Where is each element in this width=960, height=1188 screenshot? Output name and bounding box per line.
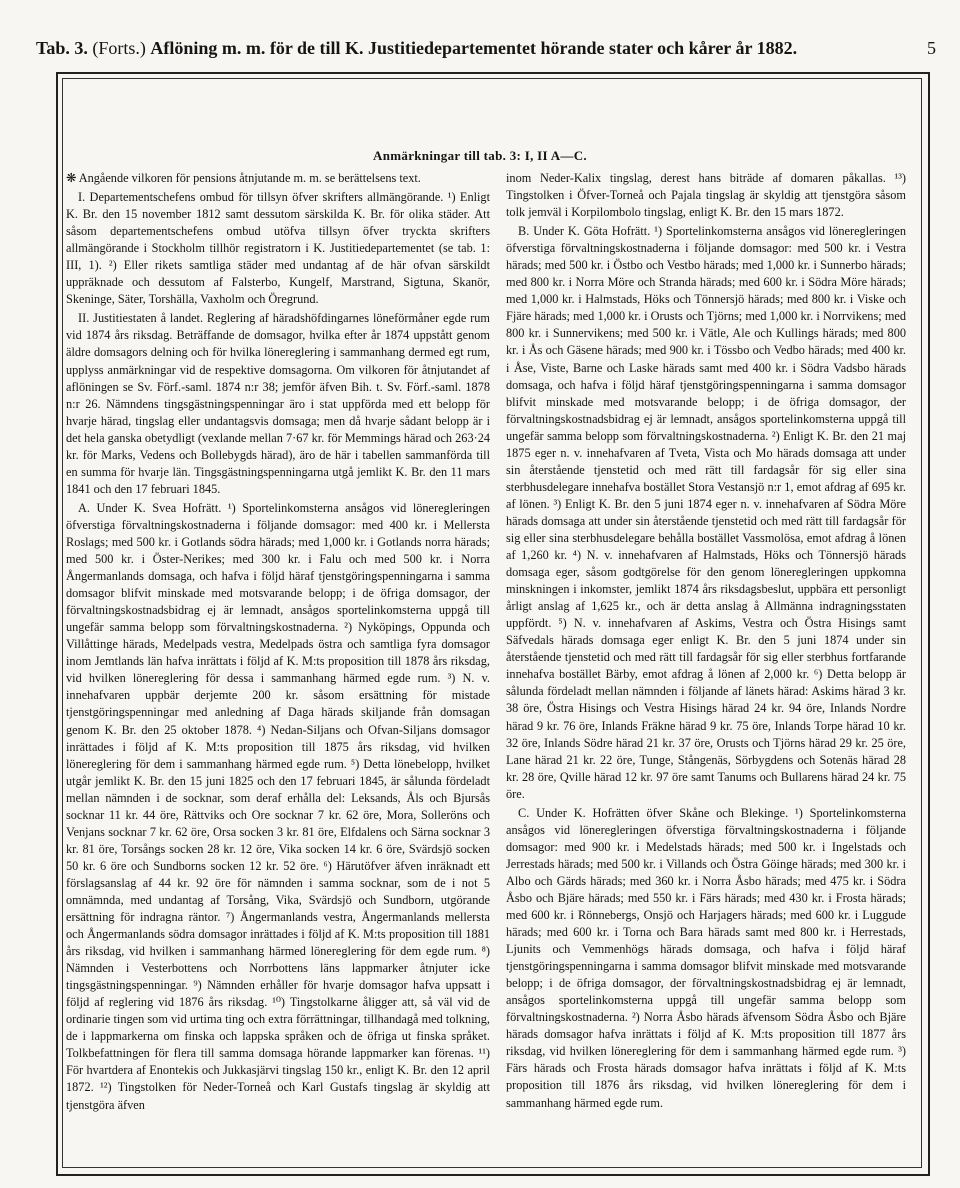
section-ii-a-notes-continued: inom Neder-Kalix tingslag, derest hans biträde af domaren påkallas. ¹³) Tingstolken i Öfver-Torneå och Pajala tingslag är skyldig att tjenstgöra såsom tolk jemväl i Korpilombolo tingslag, enligt K. Br. den 15 mars 1872. bbox=[506, 171, 906, 220]
page-title: Aflöning m. m. för de till K. Justitiedepartementet hörande stater och kårer år 1882. bbox=[150, 38, 798, 58]
page-number: 5 bbox=[927, 38, 936, 58]
section-ii-notes: II. Justitiestaten å landet. Reglering af häradshöfdingarnes löneförmåner egde rum vid 1874 års riksdag. Beträffande de domsagor, hvilka efter år 1874 uppstått genom äldre domsagors delning och för hvilka lönereglering i sammanhang dermed egt rum, upplyss anmärkningar vid de respektive domsagorna. Om vilkoren för åtnjutandet af aflöningen se Sv. Förf.-saml. 1874 n:r 38; jemför äfven Bih. t. Sv. Förf.-saml. 1878 n:r 26. Nämndens tingsgästningspenningar äro i stat uppförda med ett belopp för hvarje härad, tingslag eller undantagsvis domsaga; men då hvarje sådant belopp är i det hela ganska obetydligt (vexlande mellan 7·67 kr. för Memmings härad och 263·24 kr. för Marks, Vedens och Bollebygds härad), äro de här i tabellen sammanförda till en summa för hvarje län. Tingsgästningspenningarna utgå jemlikt K. Br. den 11 mars 1841 och den 17 februari 1845. bbox=[66, 311, 490, 496]
continued-marker: (Forts.) bbox=[92, 38, 146, 58]
page-header bbox=[36, 38, 936, 64]
right-column bbox=[506, 170, 906, 1114]
section-i-notes: I. Departementschefens ombud för tillsyn öfver skrifters allmängörande. ¹) Enligt K. Br. den 15 november 1812 samt dessutom särskilda K. Br. för olika städer. Att såsom departementschefens ombud utöfva tillsyn öfver tryckta skrifters allmängörande i Stockholm tillhör registratorn i K. Justitiedepartementet (se tab. 1: III, 1). ²) Eller rikets samtliga städer med undantag af de här ofvan särskildt uppräknade och dessutom af Falsterbo, Kungelf, Marstrand, Sigtuna, Skanör, Skeninge, Säter, Torshälla, Vaxholm och Öregrund. bbox=[66, 190, 490, 307]
section-ii-b-notes: B. Under K. Göta Hofrätt. ¹) Sportelinkomsterna ansågos vid löneregleringen öfverstiga förvaltningskostnaderna i följande domsagor: med 500 kr. i Vestra härads; med 500 kr. i Östbo och Vestbo härads; med 1,000 kr. i Sunnerbo härads; med 800 kr. i Norra Möre och Stranda härads; med 600 kr. i Södra Möre härads; med 1,000 kr. i Halmstads, Höks och Tönnersjö härads; med 800 kr. i Viske och Fjäre härads; med 1,000 kr. i Orusts och Tjörns; med 1,000 kr. i Norrvikens; med 800 kr. i Sunnervikens; med 500 kr. i Vätle, Ale och Kullings härads; med 800 kr. i Ås och Gäsene härads; med 900 kr. i Tössbo och Vedbo härads; med 400 kr. i Åse, Viste, Barne och Laske härads samt med 400 kr. i Södra Vadsbo härads domsaga, och hafva i följd häraf tjenstgöringspenningarna i samma domsagor blifvit minskade med motsvarande belopp; i de öfriga domsagor, der förvaltningskostnadsbidrag ej är lemnadt, ansågos sportelinkomsterna uppgå till ungefär samma belopp som förvaltningskostnaderna. ²) Enligt K. Br. den 21 maj 1875 eger n. v. innehafvaren af Tveta, Vista och Mo härads domsaga att under sin återstående tjenstetid och med rätt till fardagsår för sig eller sina sterbhusdelegare innehafva bostället Stora Vestansjö n:r 1, emot afdrag af 695 kr. af lönen. ³) Enligt K. Br. den 5 juni 1874 eger n. v. innehafvaren af Södra Möre härads domsaga att under sin återstående tjenstetid och med rätt till fardagsår för sig eller sina sterbhusdelegare behålla bostället Vassmolösa, emot afdrag å lönen af 1,260 kr. ⁴) N. v. innehafvaren af Halmstads, Höks och Tönnersjö härads domsaga eger, såsom godtgörelse för den genom löneregleringen uppkomna minskningen i inkomster, jemlikt 1874 års riksdagsbeslut, uppbära ett personligt årligt anslag af 1,625 kr., och är detta anslag å Allmänna indragningsstaten uppfördt. ⁵) N. v. innehafvaren af Askims, Vestra och Östra Hisings samt Säfvedals härads domsaga eger enligt K. Br. den 5 juni 1874 under sin återstående tjenstetid och med rätt till fardagsår för sig eller sterbhus fortfarande innehafva bostället Bärby, emot afdrag å lönen af 2,000 kr. ⁶) Detta belopp är sålunda fördeladt mellan nämnden i följande af länets härad: Askims härad 3 kr. 38 öre, Östra Hisings och Vestra Hisings härad 24 kr. 94 öre, Inlands Nordre härad 9 kr. 76 öre, Inlands Fräkne härad 9 kr. 75 öre, Inlands Torpe härad 10 kr. 32 öre, Inlands Södre härad 21 kr. 37 öre, Orusts och Tjörns härad 29 kr. 25 öre, Lane härad 21 kr. 22 öre, Tunge, Stångenäs, Sörbygdens och Sotenäs härad 28 kr. 28 öre, Qville härad 12 kr. 97 öre samt Tanums och Bullarens härad 24 kr. 75 öre. bbox=[506, 224, 906, 801]
left-column bbox=[66, 170, 490, 1116]
pension-note: ❋ Angående vilkoren för pensions åtnjutande m. m. se berättelsens text. bbox=[66, 171, 421, 185]
table-number: Tab. 3. bbox=[36, 38, 88, 58]
section-ii-c-notes: C. Under K. Hofrätten öfver Skåne och Blekinge. ¹) Sportelinkomsterna ansågos vid löneregleringen öfverstiga förvaltningskostnaderna i följande domsagor: med 900 kr. i Medelstads härads; med 500 kr. i Ingelstads och Jerrestads härads; med 500 kr. i Villands och Östra Göinge härads; med 300 kr. i Albo och Gärds härads; med 360 kr. i Norra Åsbo härads; med 475 kr. i Södra Åsbo och Bjäre härads; med 550 kr. i Färs härads; med 430 kr. i Frosta härads; med 600 kr. i Rönnebergs, Onsjö och Harjagers härads; med 600 kr. i Luggude härads; med 600 kr. i Torna och Bara härads samt med 800 kr. i Herrestads, Ljunits och Vemmenhögs härads domsaga, och hafva i följd häraf tjenstgöringspenningarna i samma domsagor blifvit minskade med motsvarande belopp; i de öfriga domsagor, der förvaltningskostnadsbidrag ej är lemnadt, ansågos sportelinkomsterna uppgå till ungefär samma belopp som förvaltningskostnaderna. ²) Norra Åsbo härads äfvensom Södra Åsbo och Bjäre härads domsagor hafva inrättats i följd af K. M:ts proposition till 1877 års riksdag, vid hvilken lönereglering för dem i sammanhang härmed egde rum. ³) Färs härads och Frosta härads domsagor hafva inrättats i följd af K. M:ts proposition till 1876 års riksdag, vid hvilken lönereglering för dem i sammanhang härmed egde rum. bbox=[506, 805, 906, 1110]
notes-heading: Anmärkningar till tab. 3: I, II A—C. bbox=[373, 148, 587, 163]
section-ii-a-notes: A. Under K. Svea Hofrätt. ¹) Sportelinkomsterna ansågos vid löneregleringen öfverstiga förvaltningskostnaderna i följande domsagor: med 400 kr. i Mellersta Roslags; med 500 kr. i Gotlands södra härads; med 1,000 kr. i Gotlands norra härads; med 500 kr. i Öster-Nerikes; med 300 kr. i Falu och med 500 kr. i Norra Ångermanlands domsaga, och hafva i följd häraf tjenstgöringspenningarna i samma domsagor blifvit minskade med motsvarande belopp; i de öfriga domsagor, der förvaltningskostnadsbidrag ej är lemnadt, ansågos sportelinkomsterna uppgå till ungefär samma belopp som förvaltningskostnaderna. ²) Nyköpings, Oppunda och Villåttinge härads, Medelpads vestra, Medelpads östra och samtliga fyra domsagor inom Jemtlands län hafva inrättats i följd af K. M:ts proposition till 1878 års riksdag, vid hvilken lönereglering för dessa i sammanhang härmed egde rum. ³) N. v. innehafvaren uppbär derjemte 200 kr. såsom ersättning för mistade tjenstgöringspenningar med anledning af Daga härads skiljande från domsagan genom K. Br. den 25 oktober 1878. ⁴) Nedan-Siljans och Ofvan-Siljans domsagor inrättades i följd af K. M:ts proposition till 1875 års riksdag, vid hvilken lönereglering för dem i sammanhang härmed egde rum. ⁵) Detta lönebelopp, hvilket utgår jemlikt K. Br. den 15 juni 1825 och den 17 februari 1845, är sålunda fördeladt mellan nämnden i de socknar, som deraf erhålla del: Leksands, Åls och Bjursås socknar 11 kr. 44 öre, Rättviks och Ore socknar 7 kr. 62 öre, Mora, Solleröns och Venjans socknar 7 kr. 62 öre, Orsa socken 3 kr. 81 öre, Elfdalens och Särna socknar 3 kr. 81 öre, Torsångs socken 28 kr. 12 öre, Vika socken 14 kr. 6 öre, Svärdsjö socken 50 kr. 6 öre och Sundborns socken 12 kr. 52 öre. ⁶) Härutöfver äfven inräknadt ett förslagsanslag af 44 kr. 92 öre för nämnden i samma socknar, som de i not 5 omnämnda, med undantag af Torsång, Vika, Svärdsjö och Sundborn, utgörande ersättning för indragna räntor. ⁷) Ångermanlands vestra, Ångermanlands mellersta och Ångermanlands södra domsagor inrättades i följd af K. M:ts proposition till 1881 års riksdag, vid hvilken i sammanhang härmed lönereglering för dem egde rum. ⁸) Nämnden i Vesterbottens och Norrbottens läns lappmarker åtnjuter icke tingsgästningspenningar. ⁹) Nämnden erhåller för hvarje domsagor hafva uppsatt i följd af reglering vid 1876 års riksdag. ¹⁰) Tingstolkarne åligger att, så väl vid de ordinarie tingen som vid urtima ting och extra förrättningar, tillhandagå med tolkning, de i lappmarkerna om finska och lappska språken och de öfriga ut finska språket. Tolkbefattningen för flera till samma domsaga hörande lappmarker kan förenas. ¹¹) För hvartdera af Enontekis och Jukkasjärvi tingslag 150 kr., enligt K. Br. den 12 april 1872. ¹²) Tingstolken för Neder-Torneå och Karl Gustafs tingslag är skyldig att tjenstgöra äfven bbox=[66, 500, 490, 1112]
